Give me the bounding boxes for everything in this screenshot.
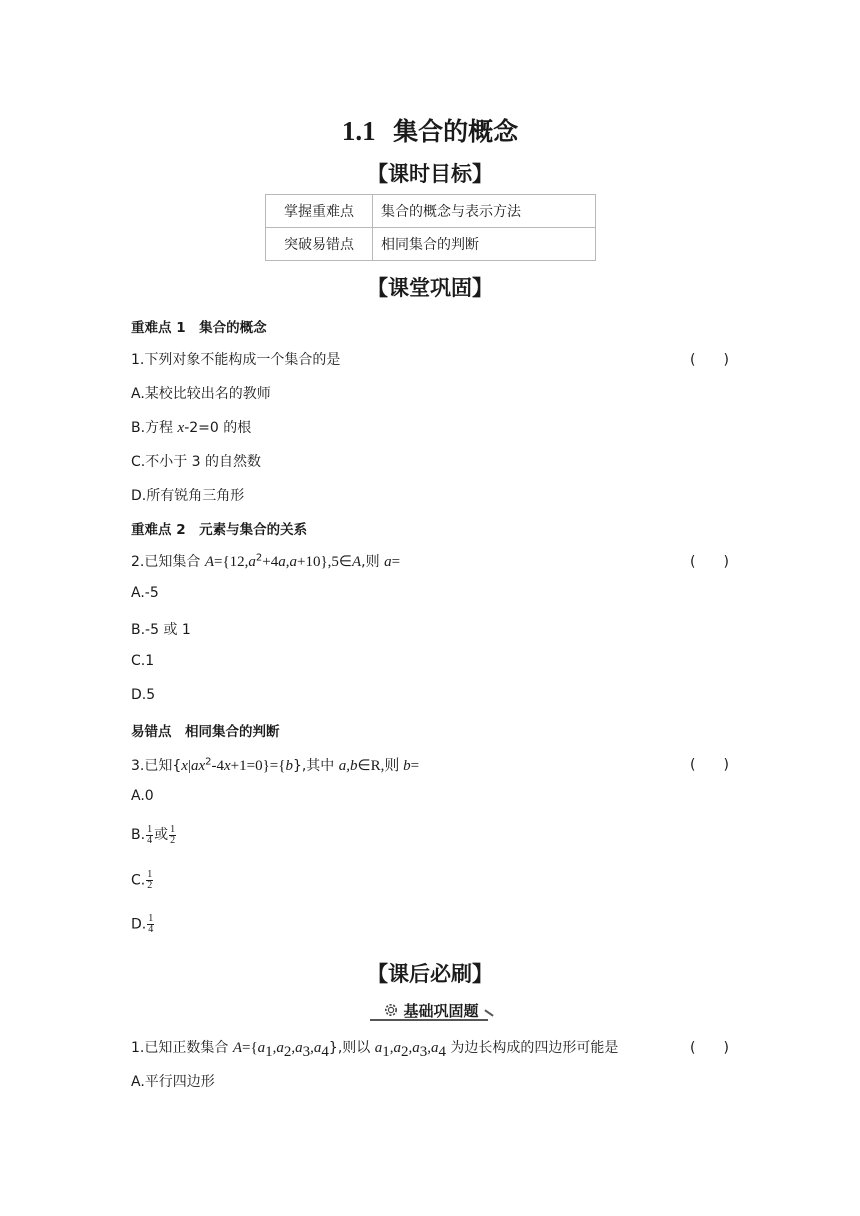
q3-option-d: D. $\frac{1}{4}$ <box>131 913 154 935</box>
goals-table <box>265 194 596 261</box>
answer-blank: ( ) <box>690 757 729 773</box>
goal-value: 集合的概念与表示方法 <box>373 195 596 228</box>
question-1-stem: 1.下列对象不能构成一个集合的是 <box>131 352 341 368</box>
q2-option-a: A.-5 <box>131 585 159 601</box>
q4-option-a: A.平行四边形 <box>131 1074 215 1090</box>
q1-option-b: B.方程 x-2=0 的根 <box>131 420 252 436</box>
q1-option-d: D.所有锐角三角形 <box>131 488 245 504</box>
q2-option-d: D.5 <box>131 687 156 703</box>
q1-option-a: A.某校比较出名的教师 <box>131 386 271 402</box>
keypoint-heading: 重难点 2 元素与集合的关系 <box>131 522 308 538</box>
section-heading-after-class: 【课后必刷】 <box>367 962 493 986</box>
goal-value: 相同集合的判断 <box>373 228 596 261</box>
q2-option-c: C.1 <box>131 653 155 669</box>
section-heading-goals: 【课时目标】 <box>367 162 493 186</box>
goal-label: 掌握重难点 <box>266 195 373 228</box>
question-4-stem: 1.已知正数集合 $A=\{a_1,a_2,a_3,a_4\}$,则以 $a_1,a_2,a_3,a_4$ 为边长构成的四边形可能是 <box>131 1040 619 1060</box>
answer-blank: ( ) <box>690 1040 729 1056</box>
banner-underline <box>370 1019 488 1021</box>
page-title: 1.1 集合的概念 <box>341 116 519 146</box>
table-row <box>266 195 596 228</box>
q3-option-c: C. $\frac{1}{2}$ <box>131 869 153 891</box>
fraction: $\frac{1}{4}$ <box>147 823 153 846</box>
answer-blank: ( ) <box>690 352 729 368</box>
keypoint-heading: 易错点 相同集合的判断 <box>131 724 280 740</box>
answer-blank: ( ) <box>690 554 729 570</box>
banner-tail <box>484 1009 493 1016</box>
fraction: $\frac{1}{2}$ <box>170 823 176 846</box>
basic-exercise-banner: 基础巩固题 <box>366 998 496 1022</box>
q3-option-a: A.0 <box>131 788 154 804</box>
question-3-stem: 3.已知$\{x|ax^2-4x+1=0\}=\{b\}$,其中 a,b∈R,则 b= <box>131 756 420 774</box>
fraction: $\frac{1}{4}$ <box>148 913 154 935</box>
q3-option-b: B. $\frac{1}{4}$ 或 $\frac{1}{2}$ <box>131 823 176 846</box>
fraction: $\frac{1}{2}$ <box>147 869 153 891</box>
keypoint-heading: 重难点 1 集合的概念 <box>131 320 267 336</box>
question-2-stem: 2.已知集合 $A=\{12,a^2+4a,a+10\},5\in A$,则 a= <box>131 552 401 570</box>
q1-option-c: C.不小于 3 的自然数 <box>131 454 262 470</box>
section-heading-classroom: 【课堂巩固】 <box>367 276 493 300</box>
q2-option-b: B.-5 或 1 <box>131 622 191 638</box>
gear-icon <box>383 1002 399 1018</box>
goal-label: 突破易错点 <box>266 228 373 261</box>
table-row <box>266 228 596 261</box>
